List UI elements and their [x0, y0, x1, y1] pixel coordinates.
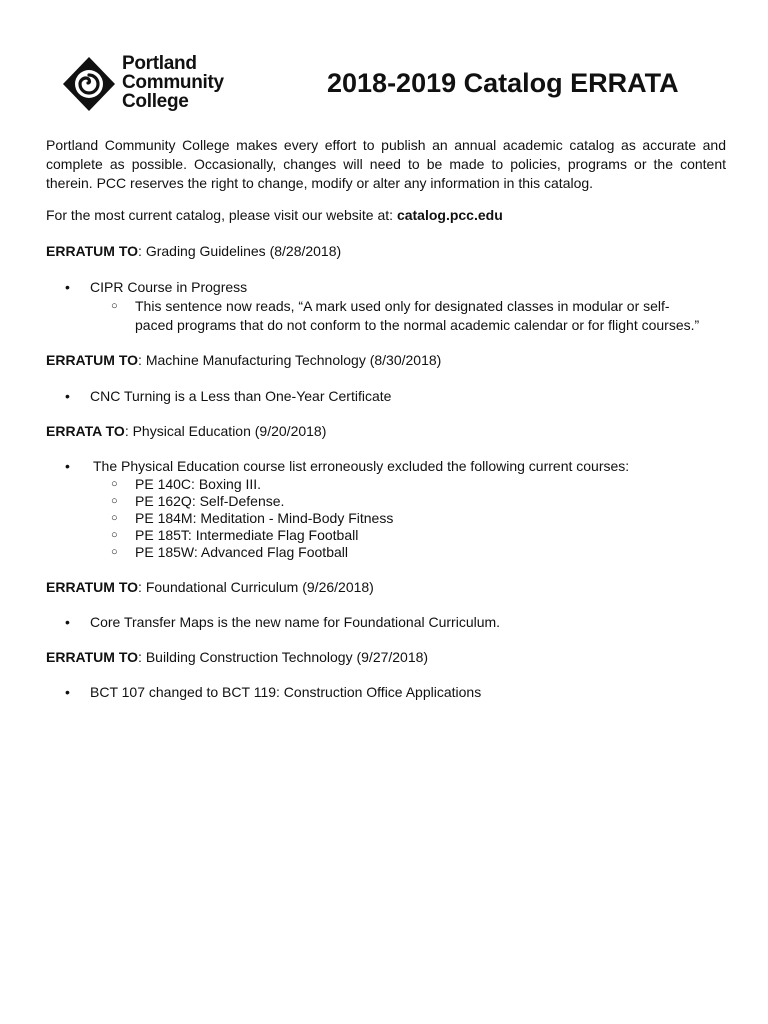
sub-list-item: ○ PE 140C: Boxing III.	[90, 476, 726, 493]
list-item	[46, 278, 726, 335]
section-topic: : Grading Guidelines (8/28/2018)	[138, 243, 342, 259]
sub-list-item: ○ This sentence now reads, “A mark used only for designated classes in modular or self-paced programs that do not conform to the normal academic calendar or for flight courses.”	[90, 297, 726, 335]
logo-wordmark	[122, 54, 224, 111]
list-item: • BCT 107 changed to BCT 119: Construction Office Applications	[46, 683, 726, 702]
section-heading	[46, 422, 726, 441]
logo-line-2: Community	[122, 72, 224, 93]
section-label: ERRATUM TO	[46, 243, 139, 259]
pcc-logo	[62, 54, 252, 114]
sub-list	[90, 476, 726, 561]
section-label: ERRATUM TO	[46, 352, 139, 368]
catalog-link[interactable]: catalog.pcc.edu	[396, 207, 503, 223]
section-list	[46, 613, 726, 632]
section-label: ERRATA TO	[46, 423, 125, 439]
sub-list-item: ○ PE 184M: Meditation - Mind-Body Fitness	[90, 510, 726, 527]
section-label: ERRATUM TO	[46, 649, 139, 665]
section-topic: : Building Construction Technology (9/27/2018)	[138, 649, 429, 665]
intro-paragraph: Portland Community College makes every effort to publish an annual academic catalog as accurate and complete as possible. Occasionally, changes will need to be made to policies, programs or the content therein. PCC reserves the right to change, modify or alter any information in this catalog.	[46, 137, 726, 191]
section-heading	[46, 242, 726, 261]
section-label: ERRATUM TO	[46, 579, 139, 595]
pcc-logo-icon	[62, 56, 116, 112]
section-list	[46, 683, 726, 702]
list-item	[46, 457, 726, 561]
section-list	[46, 387, 726, 406]
website-line	[46, 206, 726, 225]
section-heading	[46, 578, 726, 597]
section-list	[46, 278, 726, 335]
sub-list	[90, 297, 726, 335]
section-topic: : Machine Manufacturing Technology (8/30/2018)	[138, 352, 442, 368]
document-body	[46, 136, 726, 702]
list-item-text: CIPR Course in Progress	[90, 279, 248, 295]
section-heading	[46, 351, 726, 370]
sub-list-item: ○ PE 185W: Advanced Flag Football	[90, 544, 726, 561]
logo-line-3: College	[122, 91, 189, 112]
list-item-text: The Physical Education course list erroneously excluded the following current courses:	[93, 458, 630, 474]
sub-list-item: ○ PE 162Q: Self-Defense.	[90, 493, 726, 510]
sub-list-item: ○ PE 185T: Intermediate Flag Football	[90, 527, 726, 544]
list-item: • Core Transfer Maps is the new name for Foundational Curriculum.	[46, 613, 726, 632]
section-topic: : Physical Education (9/20/2018)	[124, 423, 327, 439]
list-item: • CNC Turning is a Less than One-Year Certificate	[46, 387, 726, 406]
website-prefix: For the most current catalog, please visit our website at:	[46, 207, 397, 223]
section-list	[46, 457, 726, 561]
section-topic: : Foundational Curriculum (9/26/2018)	[138, 579, 374, 595]
section-heading	[46, 648, 726, 667]
page-title: 2018-2019 Catalog ERRATA	[327, 68, 679, 98]
logo-line-1: Portland	[122, 53, 197, 74]
